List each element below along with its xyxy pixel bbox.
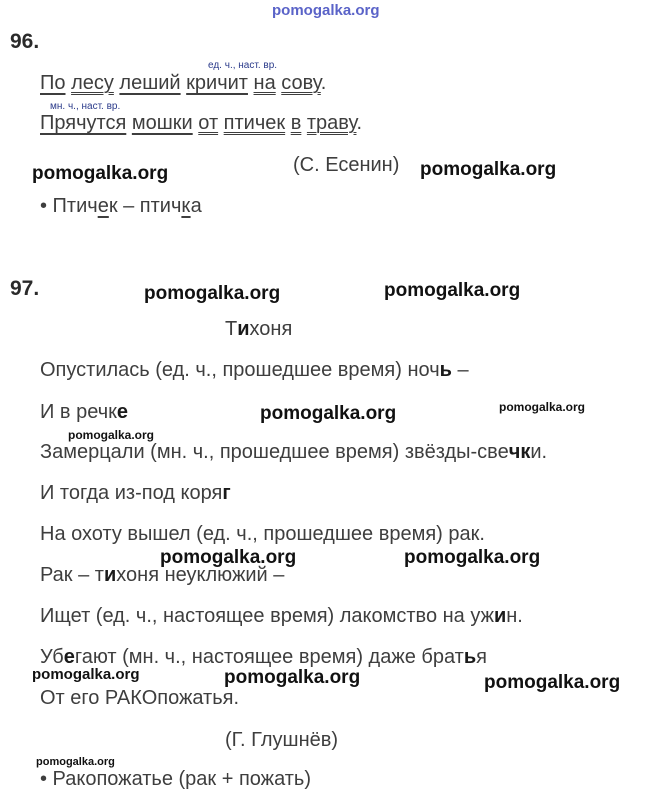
poem-line-9: От его РАКОпожатья. [40, 687, 240, 709]
poem-line-1: Опустилась (ед. ч., прошедшее время) ночь – [40, 359, 469, 381]
poem-author: (Г. Глушнёв) [225, 729, 339, 751]
header-watermark: pomogalka.org [272, 2, 380, 19]
annotation-plural: мн. ч., наст. вр. [50, 101, 121, 112]
ex96-note: • Птичек – птичка [40, 195, 202, 217]
poem-title: Тихоня [225, 318, 293, 340]
watermark: pomogalka.org [499, 400, 586, 414]
poem-line-3: Замерцали (мн. ч., прошедшее время) звёзды-свечки. [40, 441, 548, 463]
watermark: pomogalka.org [484, 672, 621, 693]
exercise-97-number: 97. [10, 277, 40, 300]
poem-line-8: Убегают (мн. ч., настоящее время) даже братья [40, 646, 487, 668]
annotation-singular: ед. ч., наст. вр. [208, 60, 278, 71]
watermark: pomogalka.org [32, 163, 169, 184]
exercise-96-number: 96. [10, 30, 40, 53]
watermark: pomogalka.org [384, 280, 521, 301]
watermark: pomogalka.org [260, 403, 397, 424]
poem-line-4: И тогда из-под коряг [40, 482, 231, 504]
ex97-note: • Ракопожатье (рак + пожать) [40, 768, 311, 790]
watermark: pomogalka.org [420, 159, 557, 180]
ex96-author: (С. Есенин) [293, 154, 400, 176]
poem-line-7: Ищет (ед. ч., настоящее время) лакомство на ужин. [40, 605, 523, 627]
watermark: pomogalka.org [68, 428, 155, 442]
watermark: pomogalka.org [144, 283, 281, 304]
watermark: pomogalka.org [224, 667, 361, 688]
poem-line-5: На охоту вышел (ед. ч., прошедшее время) рак. [40, 523, 485, 545]
poem-line-2: И в речке [40, 401, 128, 423]
watermark: pomogalka.org [160, 547, 297, 568]
ex96-line-1: По лесу леший кричит на сову. [40, 72, 327, 94]
poem-line-6: Рак – тихоня неуклюжий – [40, 564, 285, 586]
watermark: pomogalka.org [404, 547, 541, 568]
watermark: pomogalka.org [32, 666, 140, 683]
ex96-line-2: Прячутся мошки от птичек в траву. [40, 112, 363, 134]
watermark: pomogalka.org [36, 756, 115, 768]
